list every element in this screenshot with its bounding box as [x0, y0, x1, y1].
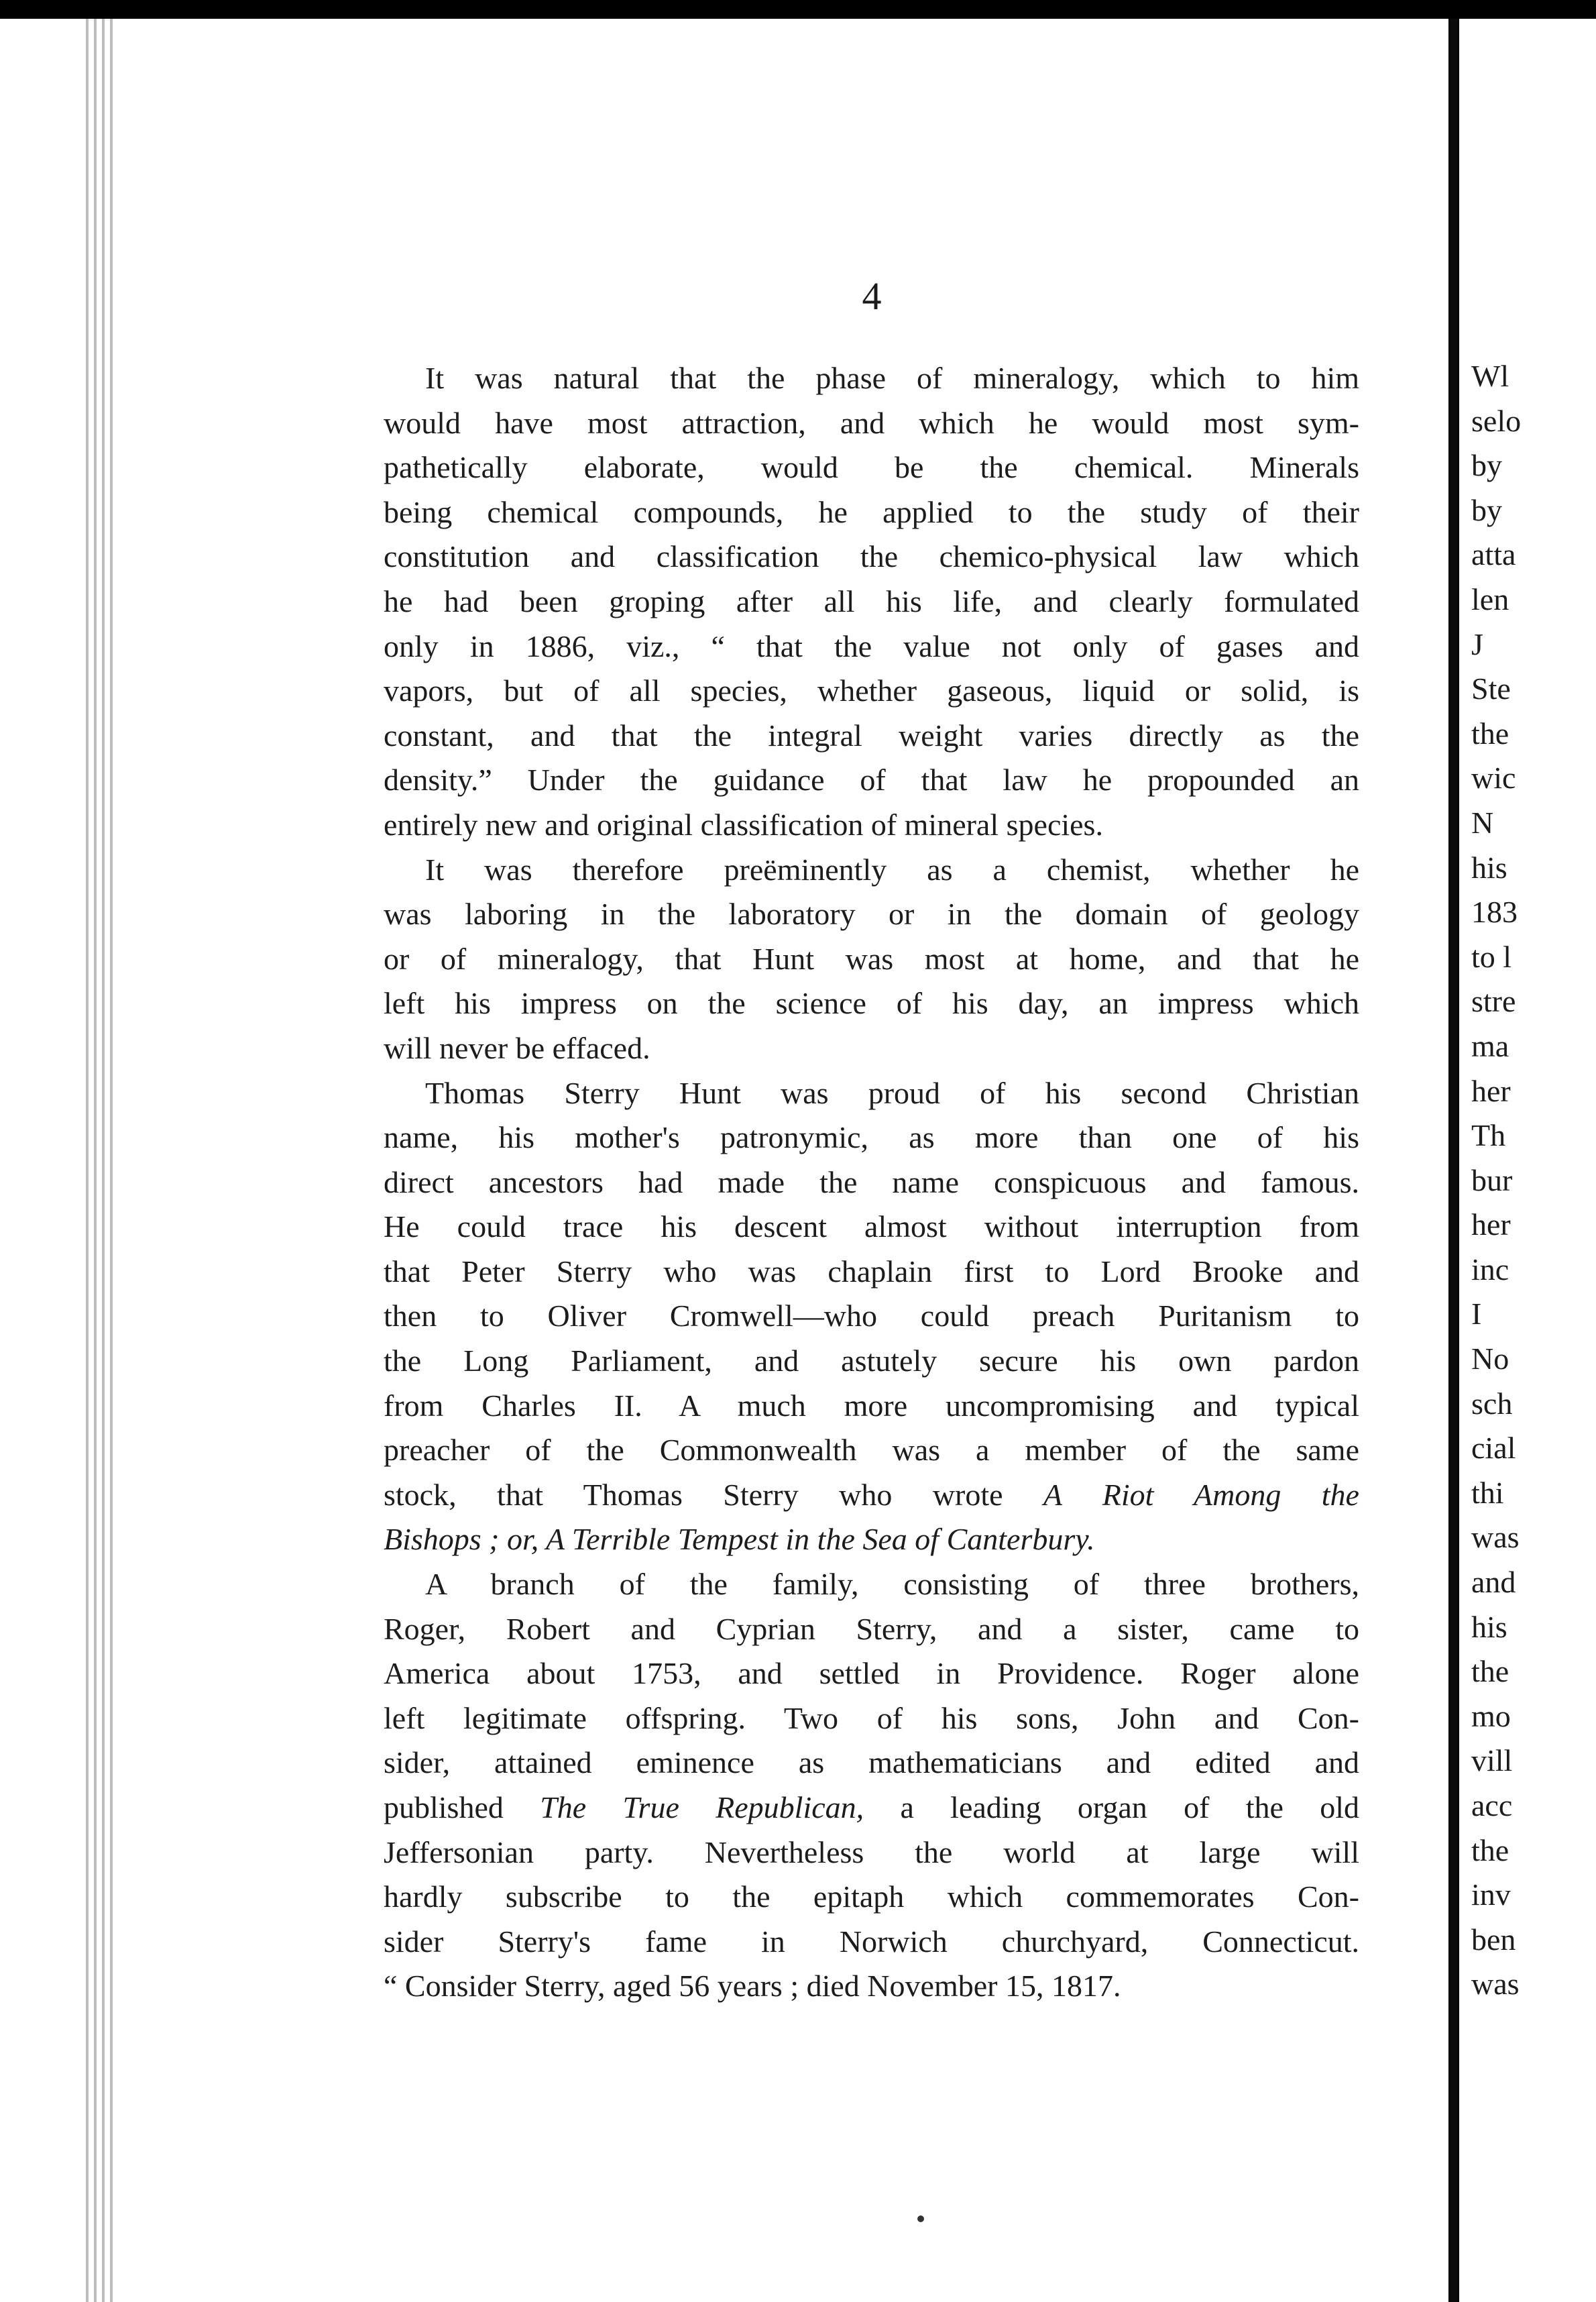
right-text-fragment: atta	[1471, 537, 1516, 572]
right-text-fragment: the	[1471, 1832, 1509, 1867]
text-line	[384, 401, 1359, 446]
right-text-fragment: inv	[1471, 1877, 1511, 1912]
right-text-fragment: sch	[1471, 1386, 1513, 1421]
italic-title: Bishops ; or, A Terrible Tempest in the Sea of Canterbury.	[384, 1522, 1095, 1557]
text-segment: Jeffersonian party. Nevertheless the world at large will	[384, 1834, 1359, 1869]
right-text-fragment: the	[1471, 716, 1509, 751]
text-line	[384, 714, 1359, 759]
text-segment: or of mineralogy, that Hunt was most at home, and that he	[384, 941, 1359, 976]
text-segment: then to Oliver Cromwell—who could preach Puritanism to	[384, 1299, 1359, 1333]
text-segment: direct ancestors had made the name conspicuous and famous.	[384, 1164, 1359, 1199]
text-segment: It was therefore preëminently as a chemist, whether he	[425, 852, 1359, 887]
text-line	[384, 1651, 1359, 1696]
right-text-fragment: his	[1471, 850, 1507, 885]
right-text-fragment: by	[1471, 448, 1502, 483]
right-text-fragment: his	[1471, 1609, 1507, 1644]
text-segment: sider, attained eminence as mathematicians and edited and	[384, 1745, 1359, 1780]
right-text-fragment: Th	[1471, 1118, 1506, 1153]
page-edge	[110, 19, 113, 2302]
text-line	[384, 669, 1359, 714]
right-text-fragment: No	[1471, 1341, 1509, 1376]
text-line	[384, 1205, 1359, 1250]
right-page-fragment	[1459, 19, 1596, 2302]
page-number: 4	[862, 274, 882, 318]
text-line	[384, 1294, 1359, 1339]
text-line	[384, 1741, 1359, 1786]
text-line	[384, 937, 1359, 982]
right-text-fragment: mo	[1471, 1698, 1511, 1733]
text-segment: only in 1886, viz., “ that the value not only of gases and	[384, 628, 1359, 663]
text-segment: Roger, Robert and Cyprian Sterry, and a sister, came to	[384, 1611, 1359, 1646]
right-text-fragment: her	[1471, 1207, 1511, 1242]
right-text-fragment: thi	[1471, 1475, 1504, 1510]
text-line	[384, 1920, 1359, 1965]
text-line	[384, 848, 1359, 893]
body-text	[384, 356, 1359, 2009]
right-text-fragment: J	[1471, 626, 1483, 661]
page-edge	[86, 19, 89, 2302]
right-text-fragment: stre	[1471, 984, 1516, 1019]
left-page	[0, 19, 1448, 2302]
ink-speck	[917, 2215, 924, 2222]
text-line	[384, 1875, 1359, 1920]
page-edge	[102, 19, 105, 2302]
text-segment: stock, that Thomas Sterry who wrote	[384, 1477, 1044, 1512]
text-line	[384, 1071, 1359, 1116]
text-segment: “ Consider Sterry, aged 56 years ; died November 15, 1817.	[384, 1969, 1121, 2004]
text-line	[384, 490, 1359, 535]
right-text-fragment: 183	[1471, 895, 1518, 930]
text-line	[384, 1339, 1359, 1384]
text-segment: vapors, but of all species, whether gaseous, liquid or solid, is	[384, 673, 1359, 708]
text-segment: sider Sterry's fame in Norwich churchyard, Connecticut.	[384, 1924, 1359, 1959]
text-line	[384, 1607, 1359, 1652]
right-text-fragment: len	[1471, 582, 1509, 616]
right-text-fragment: cial	[1471, 1431, 1516, 1466]
text-line	[384, 356, 1359, 401]
page-gutter	[1450, 19, 1458, 2302]
right-text-fragment: selo	[1471, 403, 1522, 438]
right-text-fragment: was	[1471, 1967, 1520, 2002]
text-segment: he had been groping after all his life, and clearly formulated	[384, 584, 1359, 618]
text-segment: entirely new and original classification of mineral species.	[384, 807, 1103, 842]
text-line	[384, 1830, 1359, 1875]
text-line	[384, 758, 1359, 803]
right-text-fragment: to l	[1471, 939, 1512, 974]
right-text-fragment: was	[1471, 1520, 1520, 1555]
text-line	[384, 580, 1359, 624]
text-segment: left legitimate offspring. Two of his sons, John and Con-	[384, 1700, 1359, 1735]
text-segment: published	[384, 1790, 540, 1824]
text-line	[384, 981, 1359, 1026]
text-segment: He could trace his descent almost without interruption from	[384, 1209, 1359, 1244]
text-line	[384, 1160, 1359, 1205]
text-segment: constitution and classification the chemico-physical law which	[384, 539, 1359, 574]
text-segment: the Long Parliament, and astutely secure his own pardon	[384, 1344, 1359, 1378]
right-text-fragment: ben	[1471, 1922, 1516, 1957]
text-line	[384, 892, 1359, 937]
italic-title: A Riot Among the	[1043, 1477, 1359, 1512]
text-segment: left his impress on the science of his day, an impress which	[384, 986, 1359, 1021]
text-line	[384, 1517, 1359, 1562]
text-segment: constant, and that the integral weight varies directly as the	[384, 718, 1359, 753]
text-segment: name, his mother's patronymic, as more than one of his	[384, 1120, 1359, 1155]
text-segment: Thomas Sterry Hunt was proud of his second Christian	[425, 1075, 1359, 1110]
right-text-fragment: N	[1471, 805, 1494, 840]
text-line	[384, 803, 1359, 848]
right-text-fragment: inc	[1471, 1252, 1509, 1286]
text-segment: preacher of the Commonwealth was a member of the same	[384, 1433, 1359, 1468]
right-text-fragment: wic	[1471, 761, 1516, 796]
right-text-fragment: Ste	[1471, 671, 1511, 706]
right-text-fragment: her	[1471, 1073, 1511, 1108]
text-line	[384, 1964, 1359, 2009]
text-segment: A branch of the family, consisting of three brothers,	[425, 1567, 1359, 1602]
text-line	[384, 445, 1359, 490]
right-text-fragment: bur	[1471, 1162, 1513, 1197]
italic-title: The True Republican,	[540, 1790, 864, 1824]
right-text-fragment: vill	[1471, 1743, 1513, 1778]
text-line	[384, 1384, 1359, 1429]
text-line	[384, 535, 1359, 580]
right-text-fragment: I	[1471, 1297, 1482, 1331]
text-line	[384, 1250, 1359, 1295]
text-segment: was laboring in the laboratory or in the domain of geology	[384, 897, 1359, 932]
text-segment: hardly subscribe to the epitaph which commemorates Con-	[384, 1879, 1359, 1914]
text-segment: will never be effaced.	[384, 1030, 650, 1065]
text-segment: a leading organ of the old	[864, 1790, 1359, 1824]
right-text-fragment: by	[1471, 492, 1502, 527]
right-page-text	[1471, 354, 1521, 2007]
text-segment: It was natural that the phase of mineralogy, which to him	[425, 361, 1359, 395]
text-line	[384, 1115, 1359, 1160]
text-segment: America about 1753, and settled in Providence. Roger alone	[384, 1656, 1359, 1691]
text-segment: would have most attraction, and which he would most sym-	[384, 405, 1359, 440]
text-line	[384, 1026, 1359, 1071]
text-line	[384, 624, 1359, 669]
text-segment: being chemical compounds, he applied to the study of their	[384, 494, 1359, 529]
text-segment: density.” Under the guidance of that law he propounded an	[384, 763, 1359, 798]
right-text-fragment: Wl	[1471, 359, 1509, 393]
text-line	[384, 1562, 1359, 1607]
right-text-fragment: acc	[1471, 1788, 1513, 1822]
text-segment: pathetically elaborate, would be the chemical. Minerals	[384, 450, 1359, 485]
text-line	[384, 1786, 1359, 1830]
right-text-fragment: and	[1471, 1565, 1516, 1600]
text-line	[384, 1428, 1359, 1473]
page-edge	[94, 19, 97, 2302]
text-line	[384, 1696, 1359, 1741]
text-segment: that Peter Sterry who was chaplain first to Lord Brooke and	[384, 1254, 1359, 1289]
right-text-fragment: ma	[1471, 1028, 1509, 1063]
right-text-fragment: the	[1471, 1654, 1509, 1689]
text-line	[384, 1473, 1359, 1518]
text-segment: from Charles II. A much more uncompromising and typical	[384, 1388, 1359, 1423]
